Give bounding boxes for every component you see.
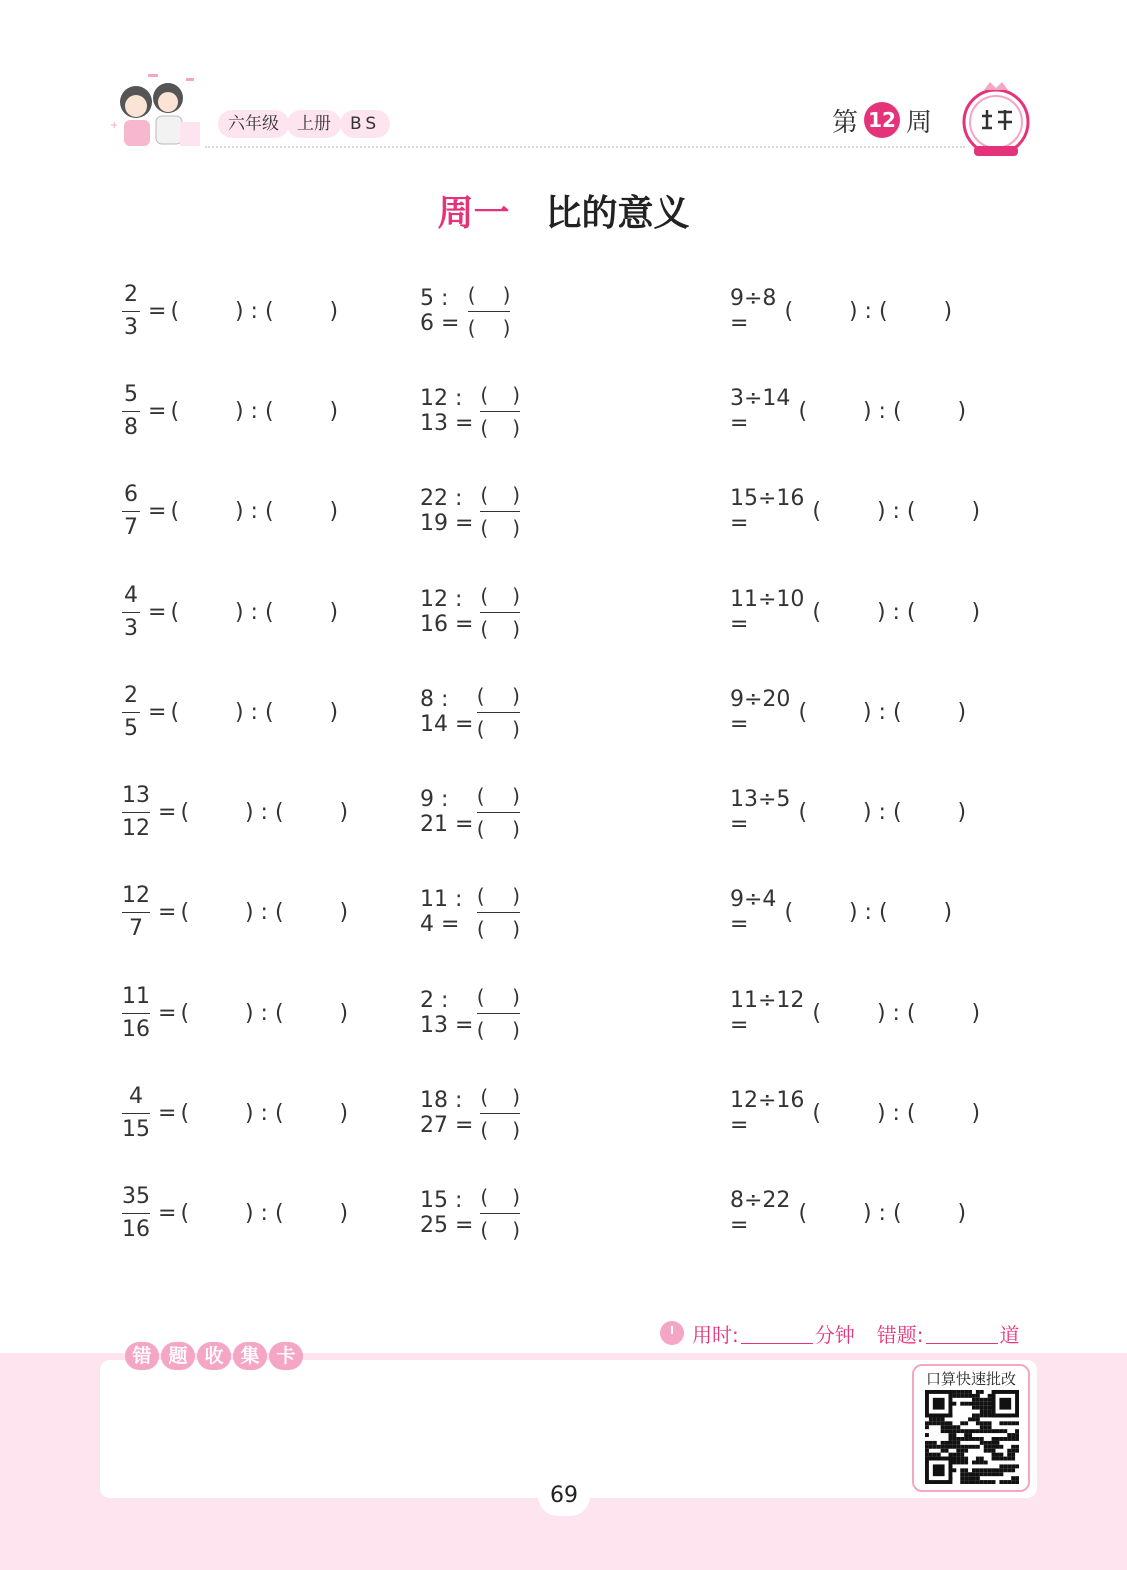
week-number-badge: 12 (864, 102, 900, 138)
paren-close: ) (512, 783, 520, 808)
errors-unit: 道 (999, 1322, 1020, 1347)
paren-close: ) (512, 583, 520, 608)
ratio-expression: 11 : 4 = (420, 887, 463, 937)
errors-label: 错题: (876, 1322, 924, 1347)
day-label: 周一 (437, 193, 510, 234)
equals-sign: = (158, 899, 177, 925)
fraction-answer-blank[interactable] (480, 1181, 520, 1246)
qr-label: 口算快速批改 (925, 1370, 1016, 1388)
denominator: 8 (124, 414, 138, 440)
ratio-answer-blank[interactable]: ( ) : ( ) (170, 498, 339, 524)
paren-open: ( (480, 415, 489, 440)
fraction-to-ratio-problem (122, 877, 348, 947)
ratio-expression: 22 : 19 = (420, 486, 474, 536)
paren-open: ( (476, 984, 485, 1009)
score-line (660, 1318, 1020, 1348)
fraction (122, 981, 150, 1046)
paren-open: ( (476, 916, 485, 941)
fraction (122, 580, 140, 645)
ratio-expression: 12 : 13 = (420, 386, 474, 436)
division-expression: 9÷8 = (730, 286, 777, 336)
equals-sign: = (148, 599, 167, 625)
paren-open: ( (476, 683, 485, 708)
paren-open: ( (480, 616, 489, 641)
grade-badge: 六年级 (218, 110, 289, 138)
ratio-answer-blank[interactable]: ( ) : ( ) (798, 799, 967, 825)
numerator: 12 (122, 882, 150, 908)
paren-close: ) (512, 482, 520, 507)
division-expression: 9÷4 = (730, 887, 777, 937)
fraction-to-ratio-problem (122, 677, 338, 747)
paren-open: ( (480, 515, 489, 540)
ratio-answer-blank[interactable]: ( ) : ( ) (180, 899, 349, 925)
fraction-to-ratio-problem (122, 1178, 348, 1248)
division-expression: 13÷5 = (730, 787, 791, 837)
ratio-answer-blank[interactable]: ( ) : ( ) (798, 398, 967, 424)
svg-text:+: + (110, 120, 119, 131)
card-title-char: 题 (161, 1342, 195, 1370)
paren-close: ) (512, 1217, 520, 1242)
qr-code-icon[interactable] (924, 1390, 1020, 1484)
ratio-to-fraction-problem (420, 978, 520, 1048)
paren-open: ( (480, 1217, 489, 1242)
brand-seal-icon (960, 80, 1032, 160)
time-unit: 分钟 (814, 1322, 855, 1347)
division-expression: 12÷16 = (730, 1088, 805, 1138)
ratio-to-fraction-problem (420, 476, 520, 546)
division-to-ratio-problem (730, 877, 952, 947)
fraction-to-ratio-problem (122, 777, 348, 847)
denominator: 5 (124, 715, 138, 741)
paren-close: ) (512, 683, 520, 708)
fraction-answer-blank[interactable] (480, 379, 520, 444)
fraction (122, 780, 150, 845)
paren-close: ) (502, 282, 511, 307)
paren-open: ( (476, 883, 485, 908)
paren-open: ( (480, 382, 489, 407)
week-suffix: 周 (906, 107, 933, 138)
paren-close: ) (512, 984, 520, 1009)
card-title-char: 卡 (269, 1342, 303, 1370)
ratio-answer-blank[interactable]: ( ) : ( ) (170, 699, 339, 725)
division-to-ratio-problem (730, 978, 980, 1048)
paren-close: ) (512, 515, 520, 540)
division-expression: 15÷16 = (730, 486, 805, 536)
fraction (122, 479, 140, 544)
denominator: 3 (124, 615, 138, 641)
denominator: 7 (124, 514, 138, 540)
ratio-to-fraction-problem (420, 777, 520, 847)
denominator: 16 (122, 1216, 150, 1242)
ratio-to-fraction-problem (420, 376, 520, 446)
numerator: 4 (129, 1083, 143, 1109)
fraction-answer-blank[interactable] (480, 580, 520, 645)
paren-close: ) (512, 1117, 520, 1142)
ratio-answer-blank[interactable]: ( ) : ( ) (798, 1200, 967, 1226)
equals-sign: = (148, 398, 167, 424)
fraction (122, 680, 140, 745)
fraction-to-ratio-problem (122, 376, 338, 446)
ratio-to-fraction-problem (420, 1078, 520, 1148)
fraction-answer-blank[interactable] (480, 1081, 520, 1146)
fraction-answer-blank[interactable] (477, 680, 520, 745)
time-label: 用时: (692, 1322, 739, 1347)
paren-open: ( (480, 1184, 489, 1209)
ratio-answer-blank[interactable]: ( ) : ( ) (784, 899, 953, 925)
paren-open: ( (467, 282, 476, 307)
equals-sign: = (158, 1000, 177, 1026)
paren-open: ( (480, 482, 489, 507)
errors-blank[interactable] (926, 1322, 998, 1344)
paren-close: ) (512, 916, 520, 941)
paren-close: ) (512, 382, 520, 407)
ratio-to-fraction-problem (420, 677, 520, 747)
paren-close: ) (512, 816, 520, 841)
fraction-answer-blank[interactable] (477, 981, 520, 1046)
ratio-answer-blank[interactable]: ( ) : ( ) (170, 599, 339, 625)
ratio-expression: 8 : 14 = (420, 687, 474, 737)
ratio-answer-blank[interactable]: ( ) : ( ) (180, 1000, 349, 1026)
topic-label: 比的意义 (545, 193, 690, 234)
denominator: 3 (124, 314, 138, 340)
division-expression: 8÷22 = (730, 1188, 791, 1238)
ratio-to-fraction-problem (420, 577, 520, 647)
ratio-expression: 5 : 6 = (420, 286, 460, 336)
edition-badge: BS (340, 110, 390, 138)
paren-open: ( (480, 1117, 489, 1142)
paren-close: ) (502, 315, 511, 340)
division-to-ratio-problem (730, 476, 980, 546)
division-to-ratio-problem (730, 777, 966, 847)
paren-close: ) (512, 883, 520, 908)
division-expression: 9÷20 = (730, 687, 791, 737)
card-title-char: 收 (197, 1342, 231, 1370)
paren-close: ) (512, 1184, 520, 1209)
fraction-answer-blank[interactable] (477, 780, 520, 845)
equals-sign: = (158, 799, 177, 825)
denominator: 16 (122, 1016, 150, 1042)
fraction (122, 279, 140, 344)
ratio-answer-blank[interactable]: ( ) : ( ) (784, 298, 953, 324)
paren-open: ( (480, 1084, 489, 1109)
numerator: 35 (122, 1183, 150, 1209)
division-expression: 11÷10 = (730, 587, 805, 637)
numerator: 2 (124, 281, 138, 307)
paren-close: ) (512, 716, 520, 741)
header-divider (205, 146, 965, 148)
card-title-char: 集 (233, 1342, 267, 1370)
equals-sign: = (148, 498, 167, 524)
fraction-to-ratio-problem (122, 577, 338, 647)
ratio-answer-blank[interactable]: ( ) : ( ) (180, 1200, 349, 1226)
ratio-answer-blank[interactable]: ( ) : ( ) (180, 799, 349, 825)
qr-panel[interactable] (912, 1364, 1030, 1492)
fraction-answer-blank[interactable] (468, 279, 511, 344)
week-indicator (832, 100, 932, 140)
ratio-answer-blank[interactable]: ( ) : ( ) (812, 498, 981, 524)
ratio-answer-blank[interactable]: ( ) : ( ) (812, 1100, 981, 1126)
division-expression: 11÷12 = (730, 988, 805, 1038)
ratio-expression: 2 : 13 = (420, 988, 474, 1038)
division-to-ratio-problem (730, 276, 952, 346)
denominator: 15 (122, 1116, 150, 1142)
fraction (122, 1181, 150, 1246)
paren-open: ( (476, 816, 485, 841)
stopwatch-icon (660, 1321, 684, 1345)
fraction-to-ratio-problem (122, 1078, 348, 1148)
fraction (122, 880, 150, 945)
fraction-to-ratio-problem (122, 476, 338, 546)
denominator: 12 (122, 815, 150, 841)
fraction (122, 379, 140, 444)
paren-open: ( (480, 583, 489, 608)
ratio-expression: 12 : 16 = (420, 587, 474, 637)
ratio-answer-blank[interactable]: ( ) : ( ) (798, 699, 967, 725)
paren-close: ) (512, 1017, 520, 1042)
paren-open: ( (476, 716, 485, 741)
numerator: 13 (122, 782, 150, 808)
denominator: 7 (129, 915, 143, 941)
ratio-answer-blank[interactable]: ( ) : ( ) (180, 1100, 349, 1126)
time-blank[interactable] (741, 1322, 813, 1344)
page-title (0, 185, 1127, 236)
division-to-ratio-problem (730, 677, 966, 747)
ratio-expression: 9 : 21 = (420, 787, 474, 837)
card-title-char: 错 (125, 1342, 159, 1370)
paren-open: ( (476, 783, 485, 808)
ratio-to-fraction-problem (420, 877, 520, 947)
ratio-answer-blank[interactable]: ( ) : ( ) (170, 398, 339, 424)
equals-sign: = (148, 699, 167, 725)
division-to-ratio-problem (730, 577, 980, 647)
numerator: 6 (124, 481, 138, 507)
ratio-answer-blank[interactable]: ( ) : ( ) (812, 1000, 981, 1026)
numerator: 2 (124, 682, 138, 708)
paren-close: ) (512, 415, 520, 440)
page-number: 69 (538, 1476, 590, 1516)
ratio-answer-blank[interactable]: ( ) : ( ) (812, 599, 981, 625)
fraction-to-ratio-problem (122, 276, 338, 346)
ratio-expression: 15 : 25 = (420, 1188, 474, 1238)
paren-open: ( (467, 315, 476, 340)
fraction-to-ratio-problem (122, 978, 348, 1048)
mistake-card-title (125, 1342, 303, 1370)
paren-open: ( (476, 1017, 485, 1042)
paren-close: ) (512, 616, 520, 641)
paren-close: ) (512, 1084, 520, 1109)
numerator: 4 (124, 582, 138, 608)
kids-illustration-icon (108, 72, 208, 158)
division-to-ratio-problem (730, 1078, 980, 1148)
ratio-expression: 18 : 27 = (420, 1088, 474, 1138)
ratio-to-fraction-problem (420, 1178, 520, 1248)
volume-badge: 上册 (287, 110, 341, 138)
equals-sign: = (158, 1200, 177, 1226)
division-expression: 3÷14 = (730, 386, 791, 436)
numerator: 11 (122, 983, 150, 1009)
ratio-answer-blank[interactable]: ( ) : ( ) (170, 298, 339, 324)
division-to-ratio-problem (730, 1178, 966, 1248)
division-to-ratio-problem (730, 376, 966, 446)
fraction (122, 1081, 150, 1146)
numerator: 5 (124, 381, 138, 407)
equals-sign: = (158, 1100, 177, 1126)
fraction-answer-blank[interactable] (477, 880, 520, 945)
equals-sign: = (148, 298, 167, 324)
page-header (0, 0, 1127, 170)
fraction-answer-blank[interactable] (480, 479, 520, 544)
ratio-to-fraction-problem (420, 276, 510, 346)
week-prefix: 第 (832, 107, 859, 138)
